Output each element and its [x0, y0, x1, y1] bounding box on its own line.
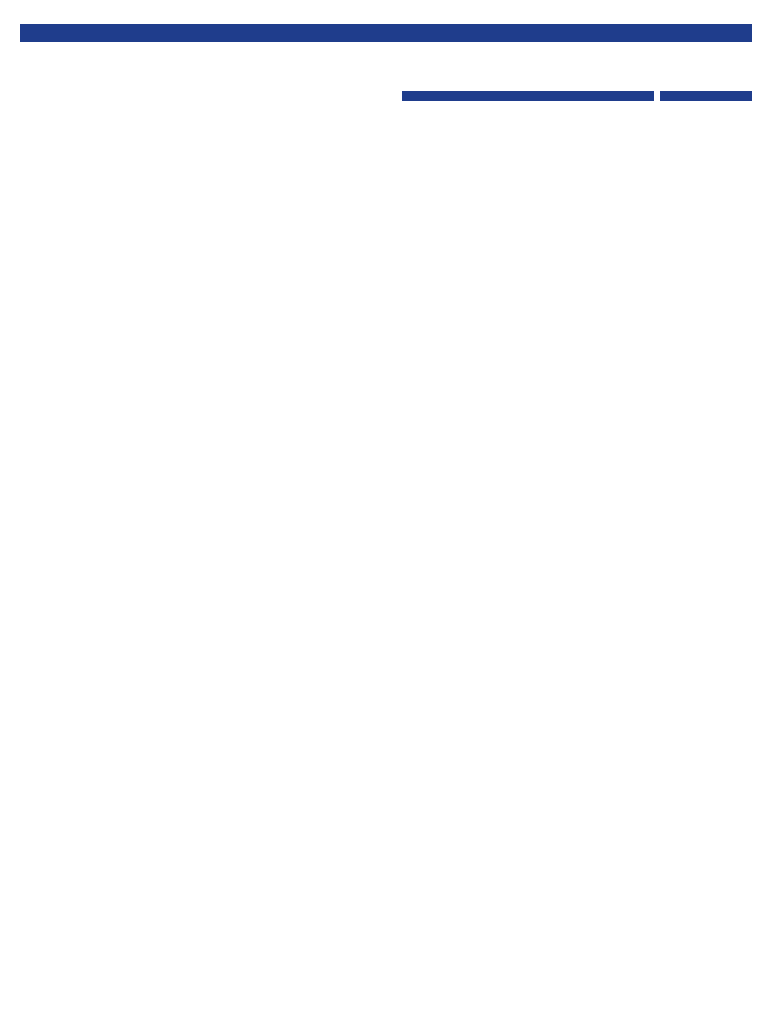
- page-title: [20, 24, 752, 42]
- real-budget-band: [660, 91, 752, 101]
- contractual-budget-band: [402, 91, 654, 101]
